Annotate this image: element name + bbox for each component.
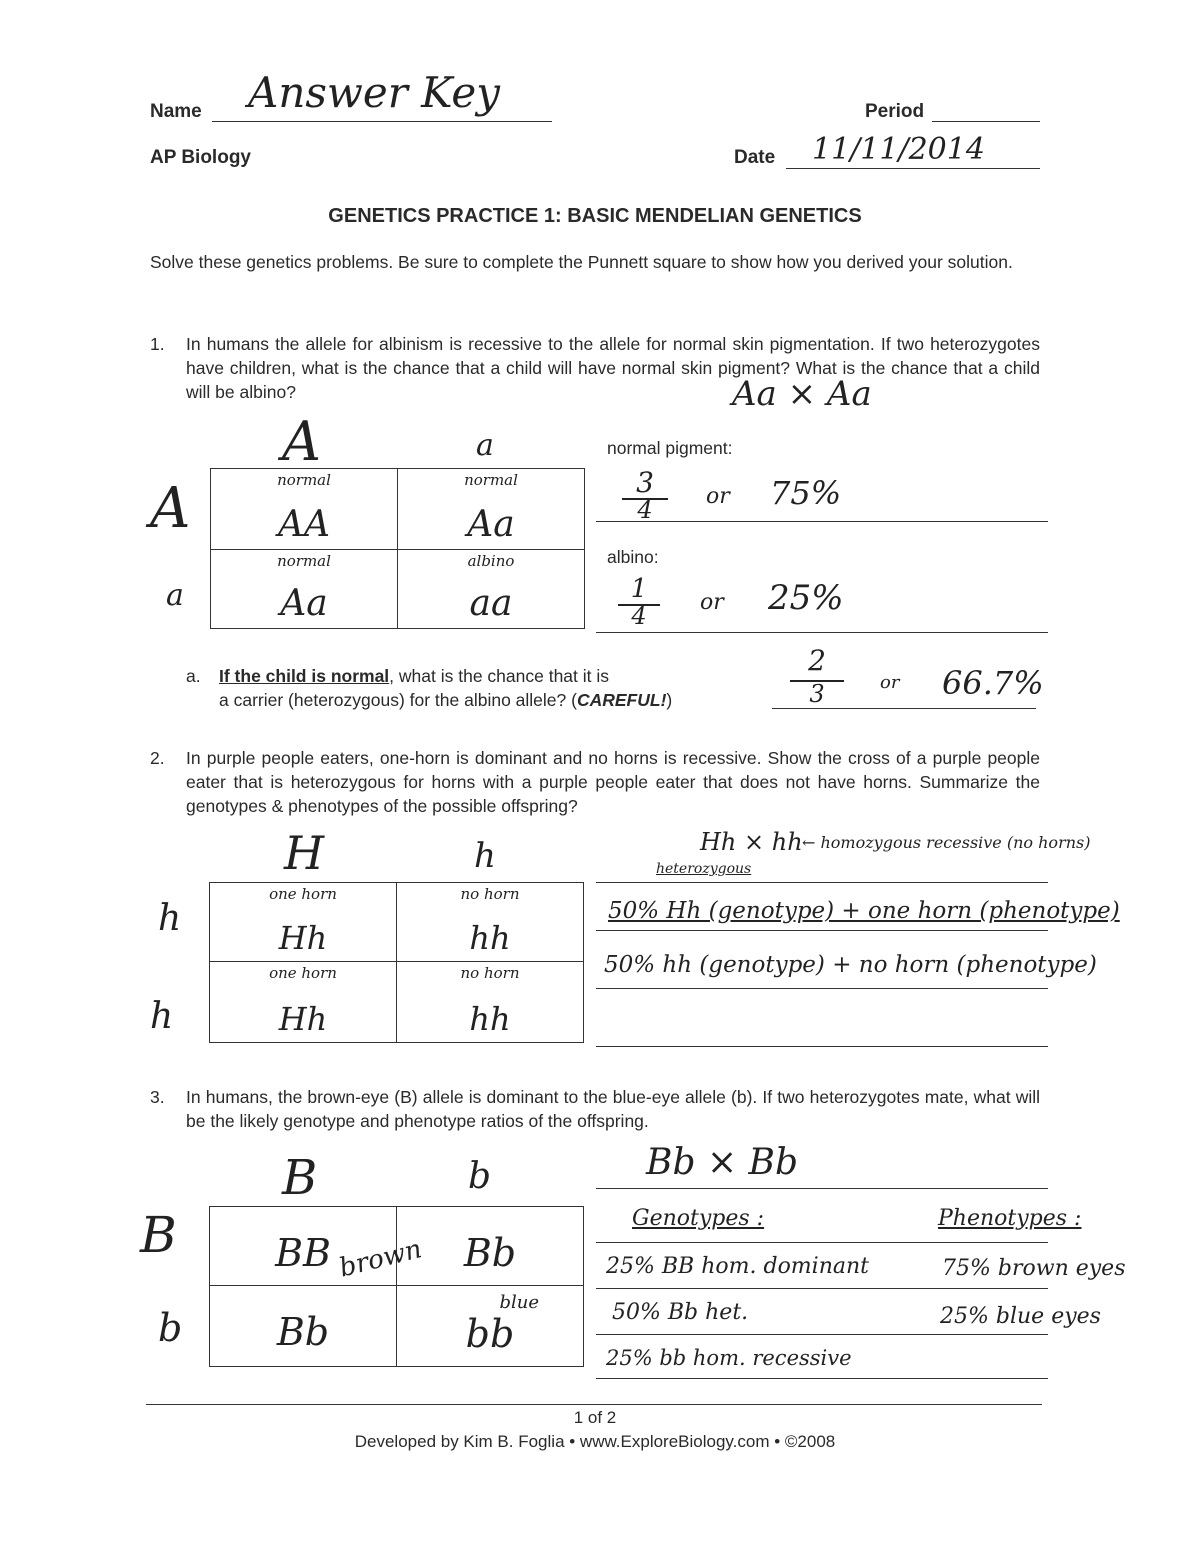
q2-cell-label: one horn (269, 964, 337, 982)
q1-cell-label: normal (464, 471, 518, 489)
q2-cell (210, 962, 397, 1043)
q1-albino-label: albino: (607, 547, 659, 567)
q1-cell-genotype: Aa (467, 504, 515, 545)
q1-sub-bold: If the child is normal (219, 666, 390, 686)
q1-sub-text-2: a carrier (heterozygous) for the albino allele? ( (219, 690, 577, 710)
q1-sub-letter: a. (186, 666, 201, 686)
q2-side-allele-2: h (150, 996, 174, 1037)
q1-top-allele-1: A (282, 410, 321, 473)
q1-cell-genotype: aa (469, 583, 513, 624)
q3-genotype-2: 50% Bb het. (612, 1300, 749, 1325)
q1-albino-or: or (700, 590, 724, 615)
q3-cell-genotype: Bb (276, 1310, 330, 1354)
q1-cell-genotype: AA (278, 504, 330, 545)
class-label: AP Biology (150, 147, 251, 168)
name-label: Name (150, 101, 202, 122)
q3-genotypes-header: Genotypes : (632, 1206, 765, 1231)
q2-top-allele-1: H (284, 826, 325, 880)
q2-cell-genotype: Hh (278, 919, 328, 957)
q3-phenotype-1: 75% brown eyes (942, 1256, 1126, 1281)
q1-normal-frac-num: 3 (636, 466, 654, 499)
q3-side-allele-2: b (158, 1306, 183, 1350)
page-number: 1 of 2 (573, 1408, 617, 1427)
q3-side-allele-1: B (140, 1206, 177, 1264)
q1-cell-label: normal (277, 471, 331, 489)
q1-sub-line-1 (219, 664, 609, 688)
q3-cell-genotype: BB (275, 1231, 331, 1275)
q1-sub-or: or (880, 672, 900, 693)
q1-normal-label: normal pigment: (607, 438, 733, 458)
period-label: Period (865, 101, 925, 122)
q3-phenotype-2: 25% blue eyes (940, 1304, 1101, 1329)
q1-top-allele-2: a (476, 428, 494, 463)
q3-number: 3. (150, 1087, 165, 1107)
q3-genotype-3: 25% bb hom. recessive (606, 1346, 852, 1370)
q2-cell (397, 962, 584, 1043)
q1-punnett-square (210, 468, 585, 629)
q1-albino-frac-num: 1 (630, 574, 648, 604)
q1-sub-careful: CAREFUL! (576, 690, 667, 710)
q3-punnett-square (209, 1206, 584, 1367)
q3-brown-note: brown (336, 1234, 425, 1284)
q2-cell-genotype: Hh (278, 1000, 328, 1038)
q1-cell-genotype: Aa (280, 583, 328, 624)
q2-cell-label: one horn (269, 885, 337, 903)
q3-genotype-1: 25% BB hom. dominant (606, 1254, 870, 1279)
name-value: Answer Key (248, 68, 500, 117)
q1-cell (398, 469, 585, 550)
q2-cell (397, 883, 584, 962)
q2-side-allele-1: h (158, 898, 182, 939)
q1-cell-label: albino (467, 552, 515, 570)
q3-phenotypes-header: Phenotypes : (938, 1206, 1082, 1231)
q3-cross: Bb × Bb (646, 1142, 799, 1183)
q1-cell (211, 550, 398, 629)
q1-sub-text-1: , what is the chance that it is (389, 666, 610, 686)
q1-sub-frac-num: 2 (808, 644, 826, 677)
q2-cross-note: ← homozygous recessive (no horns) (802, 833, 1091, 852)
q3-cell-genotype: bb (465, 1312, 515, 1356)
q1-cross: Aa × Aa (732, 374, 872, 414)
page-title: GENETICS PRACTICE 1: BASIC MENDELIAN GENETICS (328, 205, 862, 227)
q1-sub-text-3: ) (666, 690, 673, 710)
q3-top-allele-2: b (468, 1156, 492, 1197)
q3-cell (210, 1286, 397, 1367)
q2-text: In purple people eaters, one-horn is dominant and no horns is recessive. Show the cross of a purple people eater that is heterozygous for horns with a purple people eater that does not have horns. Summarize the genotypes & phenotypes of the possible offspring? (186, 748, 1040, 816)
q1-sub-pct: 66.7% (942, 664, 1044, 702)
q3-cell-genotype: Bb (463, 1231, 517, 1275)
q1-sub-line-2 (219, 688, 672, 712)
q3-top-allele-1: B (282, 1150, 318, 1206)
q1-text: In humans the allele for albinism is recessive to the allele for normal skin pigmentation. If two heterozygotes have children, what is the chance that a child will have normal skin pigment? What is the chance that a child will be albino? (186, 334, 1040, 402)
q2-het-note: heterozygous (656, 861, 752, 877)
q3-text: In humans, the brown-eye (B) allele is dominant to the blue-eye allele (b). If two heterozygotes mate, what will be the likely genotype and phenotype ratios of the offspring. (186, 1087, 1040, 1131)
date-label: Date (734, 147, 776, 168)
q2-punnett-square (209, 882, 584, 1043)
footer-credit: Developed by Kim B. Foglia • www.ExploreBiology.com • ©2008 (354, 1432, 836, 1451)
q3-cell (397, 1286, 584, 1367)
q1-number: 1. (150, 334, 165, 354)
q2-cell-label: no horn (460, 964, 520, 982)
q3-cell-label: blue (499, 1292, 539, 1313)
q1-normal-pct: 75% (770, 474, 842, 512)
q1-cell (211, 469, 398, 550)
q2-cell-label: no horn (460, 885, 520, 903)
q2-top-allele-2: h (474, 836, 496, 876)
q1-albino-frac-den: 4 (631, 602, 647, 630)
instructions: Solve these genetics problems. Be sure to complete the Punnett square to show how you derived your solution. (150, 252, 1013, 272)
q2-number: 2. (150, 748, 165, 768)
q1-side-allele-2: a (166, 578, 184, 613)
q2-cell-genotype: hh (469, 1000, 511, 1038)
q2-cell (210, 883, 397, 962)
q2-answer-1: 50% Hh (genotype) + one horn (phenotype) (608, 898, 1120, 924)
q1-sub-frac-den: 3 (809, 680, 825, 708)
q1-cell (398, 550, 585, 629)
q1-cell-label: normal (277, 552, 331, 570)
date-value: 11/11/2014 (812, 132, 985, 167)
q2-cell-genotype: hh (469, 919, 511, 957)
q1-side-allele-1: A (150, 476, 191, 541)
q3-cell (397, 1207, 584, 1286)
q1-albino-pct: 25% (768, 578, 844, 618)
q2-cross: Hh × hh (700, 828, 803, 856)
q2-answer-2: 50% hh (genotype) + no horn (phenotype) (604, 952, 1097, 978)
q1-normal-or: or (706, 484, 730, 509)
q1-normal-frac-den: 4 (637, 496, 653, 524)
